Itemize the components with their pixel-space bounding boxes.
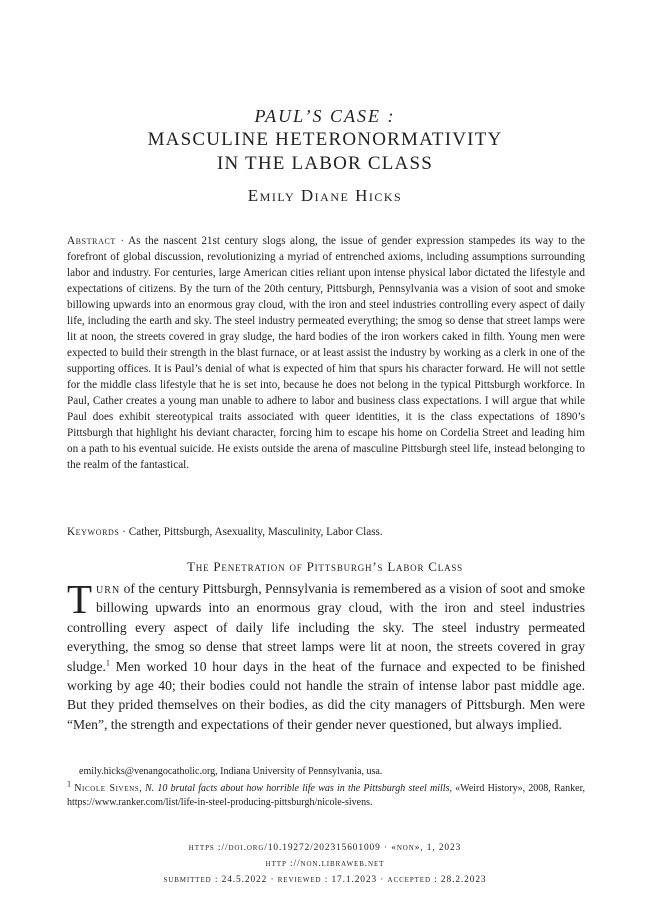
body-text-part-2: Men worked 10 hour days in the heat of the furnace and expected to be finished working by age 40; their bodies could not handle the strain of intense labor past middle age. But they prided themselves on their bodies, as did the city managers of Pittsburgh. Men were “Men”, the strength and expectations of their gender never questioned, but always implied. — [67, 658, 585, 732]
article-title-line-3: IN THE LABOR CLASS — [216, 153, 434, 174]
abstract-label: Abstract — [67, 235, 116, 247]
journal-url-line: http ://non.libraweb.net — [265, 859, 385, 869]
footnote-1-title: N. 10 brutal facts about how horrible life was in the Pittsburgh steel mills — [144, 783, 450, 794]
doi-line: https ://doi.org/10.19272/202315601009 · «non», 1, 2023 — [188, 843, 462, 853]
first-word-rest: urn — [96, 581, 121, 596]
title-block — [0, 104, 650, 206]
body-text-part-1: of the century Pittsburgh, Pennsylvania is remembered as a vision of soot and smoke billowing upwards into an enormous gray cloud, with the iron and steel industries controlling every aspect of daily life including the sky. The steel industry permeated everything, the smog so dense that street lamps were lit at noon, the streets covered in gray sludge. — [67, 581, 585, 674]
keywords-text: Cather, Pittsburgh, Asexuality, Masculinity, Labor Class. — [128, 526, 383, 538]
footnote-1-author: Nicole Sivens — [74, 783, 140, 794]
abstract — [67, 233, 585, 473]
keywords-separator: · — [119, 526, 129, 538]
author-name: Emily Diane Hicks — [247, 186, 403, 205]
author-affiliation: emily.hicks@venangocatholic.org, Indiana University of Pennsylvania, usa. — [79, 766, 383, 777]
body-paragraph — [67, 576, 585, 734]
section-heading: The Penetration of Pittsburgh’s Labor Class — [186, 559, 463, 574]
footnote-1-marker: 1 — [67, 779, 71, 789]
page-footer — [0, 840, 650, 888]
keywords-label: Keywords — [67, 526, 120, 538]
drop-cap: T — [67, 576, 93, 622]
article-title-line-1: PAUL’S CASE : — [254, 106, 396, 126]
abstract-separator: · — [115, 235, 129, 247]
footnotes — [67, 765, 585, 810]
footnote-1-rest: , «Weird History», 2008, Ranker, https://www.ranker.com/list/life-in-steel-producing-pittsburgh/nicole-sivens. — [67, 783, 585, 808]
keywords — [67, 524, 585, 540]
footnote-ref-1[interactable]: 1 — [105, 658, 110, 668]
article-title-line-2: MASCULINE HETERONORMATIVITY — [147, 129, 503, 150]
submission-dates-line: submitted : 24.5.2022 · reviewed : 17.1.2023 · accepted : 28.2.2023 — [163, 875, 487, 885]
footnote-1: $^1$ Nicole Sivens, N. 10 brutal facts about how horrible life was in the Pittsburgh steel mills, «Weird History», 2008, Ranker, https://www.ranker.com/list/life-in-steel-producing-pittsburgh/nicole-sivens. — [67, 779, 585, 808]
abstract-text: As the nascent 21st century slogs along, the issue of gender expression stampedes its way to the forefront of global discussion, revolutionizing a myriad of entrenched axioms, including assumptions surrounding labor and industry. For centuries, large American cities reliant upon intense physical labor dictated the lifestyle and expectations of citizens. By the turn of the 20th century, Pittsburgh, Pennsylvania was a vision of soot and smoke billowing upwards into an enormous gray cloud, with the iron and steel industries controlling every aspect of daily life, including the earth and sky. The steel industry permeated everything; the smog so dense that street lamps were lit at noon, the streets covered in gray sludge, the hard bodies of the iron workers caked in filth. Young men were expected to build their strength in the blast furnace, or at least assist the industry by working as a clerk in one of the supporting offices. It is Paul’s denial of what is expected of him that spurs his character forward. He will not settle for the middle class lifestyle that he is set into, because he does not belong in the typical Pittsburgh workforce. In Paul, Cather creates a young man unable to adhere to labor and business class expectations. I will argue that while Paul does exhibit stereotypical traits associated with queer identities, it is the class expectations of 1890’s Pittsburgh that highlight his deviant character, forcing him to escape his home on Cordelia Street and leading him on a path to his eventual suicide. He exists outside the arena of masculine Pittsburgh steel life, instead belonging to the realm of the fantastical. — [67, 235, 585, 471]
